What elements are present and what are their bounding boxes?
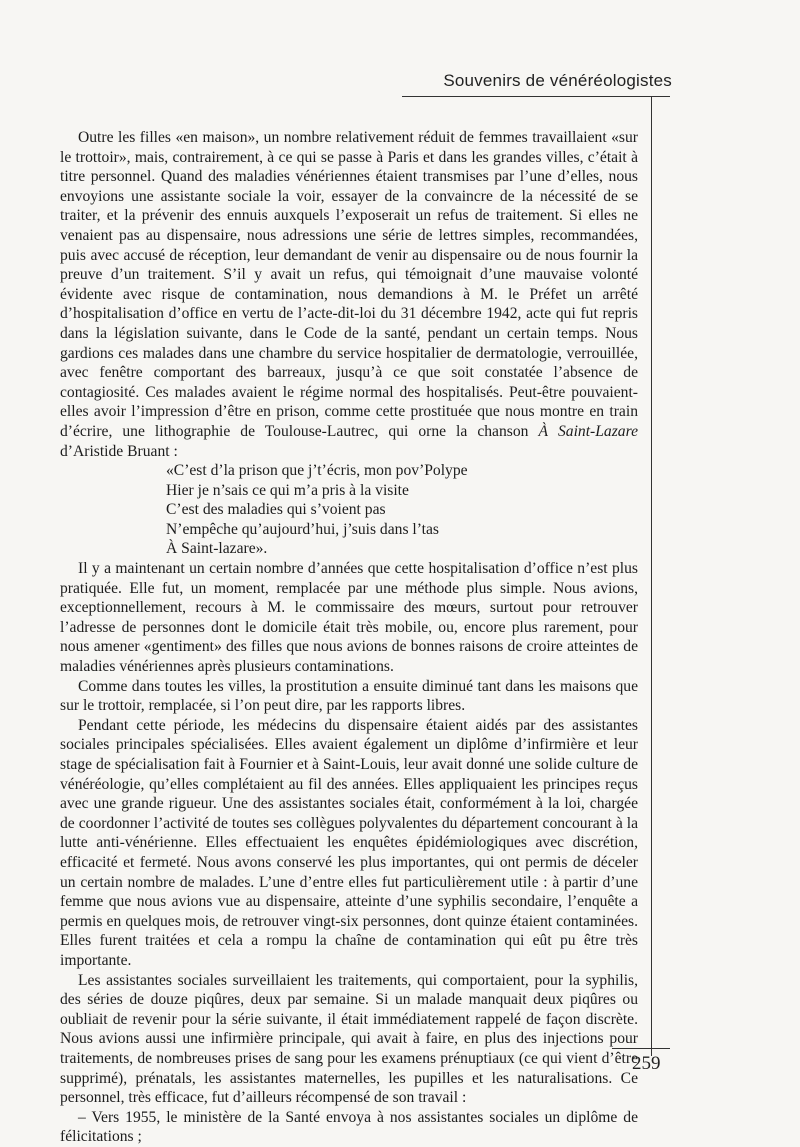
footer-rule: [612, 1048, 670, 1049]
margin-rule: [651, 96, 652, 1056]
paragraph-text: d’Aristide Bruant :: [60, 442, 178, 460]
page-number: 259: [632, 1053, 661, 1074]
quote-line: À Saint-lazare».: [166, 540, 268, 558]
quote-line: N’empêche qu’aujourd’hui, j’suis dans l’tas: [166, 520, 439, 538]
paragraph-text: Outre les filles «en maison», un nombre relativement réduit de femmes travaillaient «sur le trottoir», mais, contrairement, à ce qui se passe à Paris et dans les grandes villes, c’était à titre personnel. Quand des maladies vénériennes étaient transmises par l’une d’elles, nous envoyions une assistante sociale la voir, essayer de la convaincre de la nécessité de se traiter, et la prévenir des ennuis auxquels l’exposerait un refus de traitement. Si elles ne venaient pas au dispensaire, nous adressions une série de lettres simples, recommandées, puis avec accusé de réception, leur demandant de venir au dispensaire ou de nous fournir la preuve d’un traitement. S’il y avait un refus, qui témoignait d’une mauvaise volonté évidente avec risque de contamination, nous demandions à M. le Préfet un arrêté d’hospitalisation d’office en vertu de l’acte-dit-loi du 31 décembre 1942, acte qui fut repris dans la législation suivante, dans le Code de la santé, pendant un certain temps. Nous gardions ces malades dans une chambre du service hospitalier de dermatologie, verrouillée, avec fenêtre comportant des barreaux, jusqu’à ce que soit constatée l’absence de contagiosité. Ces malades avaient le régime normal des hospitalisés. Peut-être pouvaient-elles avoir l’impression d’être en prison, comme cette prostituée que nous montre en train d’écrire, une lithographie de Toulouse-Lautrec, qui orne la chanson: [60, 129, 638, 440]
quote-line: «C’est d’la prison que j’t’écris, mon pov’Polype: [166, 462, 468, 480]
quote-line: C’est des maladies qui s’voient pas: [166, 501, 386, 519]
body-text: [60, 128, 638, 1147]
paragraph: Comme dans toutes les villes, la prostitution a ensuite diminué tant dans les maisons que sur le trottoir, remplacée, si l’on peut dire, par les rapports libres.: [60, 677, 638, 715]
song-quote: [166, 461, 638, 559]
quote-line: Hier je n’sais ce qui m’a pris à la visite: [166, 481, 409, 499]
paragraph: Pendant cette période, les médecins du dispensaire étaient aidés par des assistantes sociales principales spécialisées. Elles avaient également un diplôme d’infirmière et leur stage de spécialisation fait à Fournier et à Saint-Louis, leur avait donné une solide culture de vénéréologie, qu’elles complétaient au fil des années. Elles appliquaient les principes reçus avec une grande rigueur. Une des assistantes sociales était, conformément à la loi, chargée de coordonner l’activité de toutes ses collègues polyvalentes du département concourant à la lutte anti-vénérienne. Elles effectuaient les enquêtes épidémiologiques avec discrétion, efficacité et fermeté. Nous avons conservé les plus importantes, qui ont permis de déceler un certain nombre de malades. L’une d’entre elles fut particulièrement utile : à partir d’une femme que nous avions vue au dispensaire, atteinte d’une syphilis secondaire, l’enquête a permis en quelques mois, de retrouver vingt-six personnes, dont quinze étaient contaminées. Elles furent traitées et cela a rompu la chaîne de contamination qui eût pu être très importante.: [60, 716, 638, 969]
header-rule: [402, 96, 670, 97]
paragraph: Les assistantes sociales surveillaient les traitements, qui comportaient, pour la syphilis, des séries de douze piqûres, deux par semaine. Si un malade manquait deux piqûres ou oubliait de revenir pour la série suivante, il était immédiatement rappelé de façon discrète. Nous avions aussi une infirmière principale, qui avait à faire, en plus des injections pour traitements, de nombreuses prises de sang pour les examens prénuptiaux (ce qui vient d’être supprimé), prénatals, les assistantes maternelles, les pupilles et les naturalisations. Ce personnel, très efficace, fut d’ailleurs récompensé de son travail :: [60, 971, 638, 1107]
running-title: Souvenirs de vénéréologistes: [443, 71, 672, 90]
song-title: À Saint-Lazare: [538, 422, 638, 440]
paragraph: [60, 128, 638, 461]
list-item: – Vers 1955, le ministère de la Santé envoya à nos assistantes sociales un diplôme de félicitations ;: [60, 1108, 638, 1146]
paragraph: Il y a maintenant un certain nombre d’années que cette hospitalisation d’office n’est plus pratiquée. Elle fut, un moment, remplacée par une méthode plus simple. Nous avions, exceptionnellement, recours à M. le commissaire des mœurs, surtout pour retrouver l’adresse de personnes dont le domicile était très mobile, ou, encore plus rarement, pour nous amener «gentiment» des filles que nous avions de bonnes raisons de croire atteintes de maladies vénériennes après plusieurs contaminations.: [60, 560, 638, 676]
